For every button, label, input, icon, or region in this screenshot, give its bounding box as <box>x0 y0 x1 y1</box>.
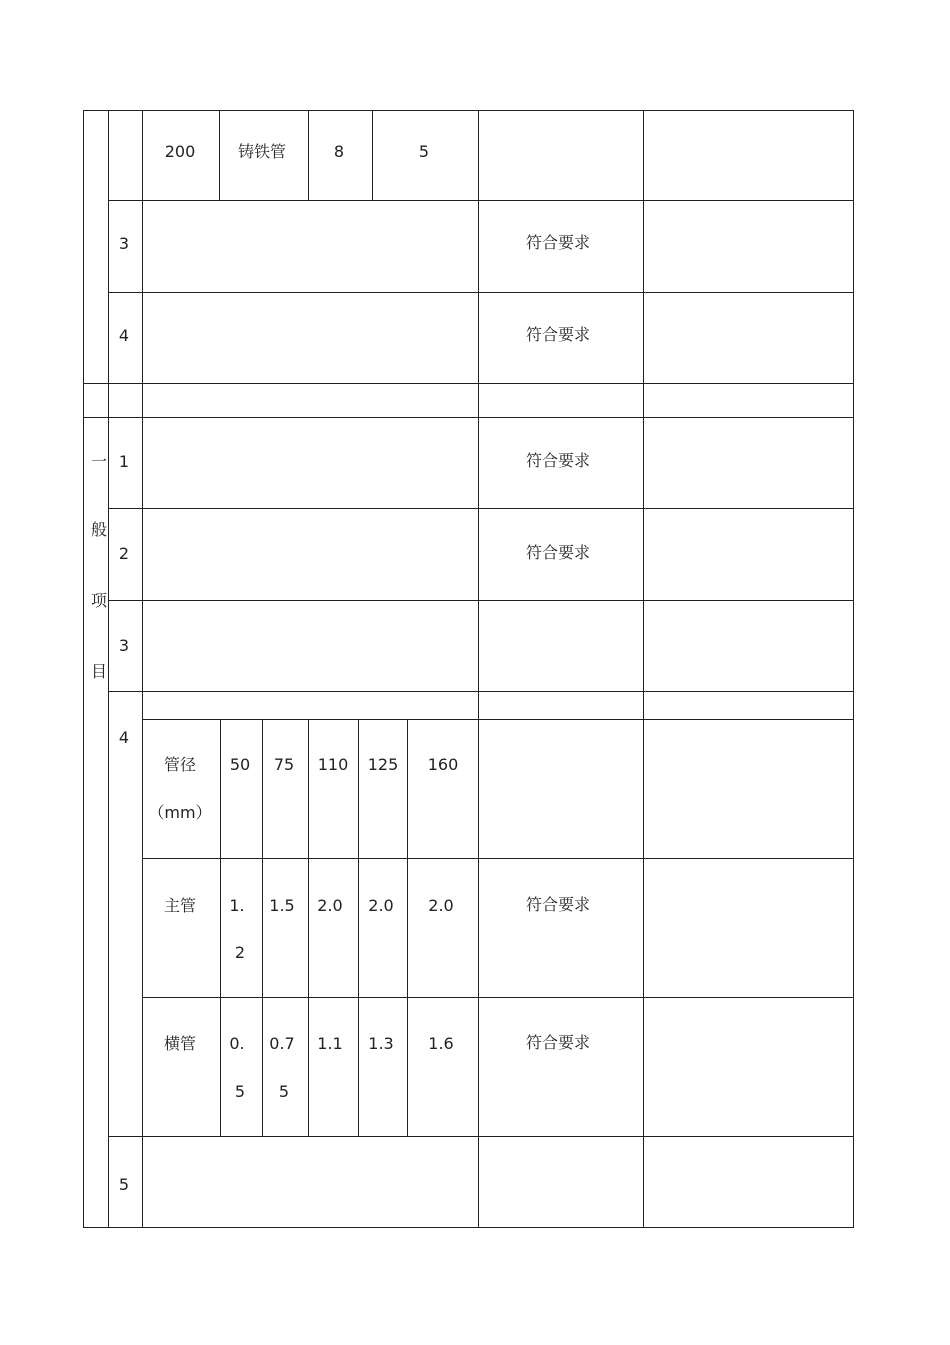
grid-line <box>142 858 854 859</box>
diameter-value: 50 <box>229 755 251 774</box>
grid-line <box>308 719 309 1136</box>
grid-line <box>142 719 854 720</box>
pipe-diameter: 200 <box>164 142 196 161</box>
grid-line <box>358 719 359 1136</box>
row-number: 4 <box>118 326 130 345</box>
grid-line <box>108 691 854 692</box>
grid-line <box>108 292 854 293</box>
grid-line <box>262 719 263 1136</box>
grid-line <box>308 110 309 200</box>
grid-line <box>108 200 854 201</box>
row-number: 3 <box>118 636 130 655</box>
branch-pipe-value: 0. <box>229 1034 245 1053</box>
table-border <box>853 110 854 1228</box>
main-pipe-value: 2.0 <box>428 896 454 915</box>
main-pipe-value: 2.0 <box>368 896 394 915</box>
diameter-unit: （mm） <box>148 803 212 822</box>
row-number: 5 <box>118 1175 130 1194</box>
branch-pipe-value: 0.7 <box>269 1034 295 1053</box>
pipe-value-b: 5 <box>418 142 430 161</box>
branch-pipe-result: 符合要求 <box>525 1033 591 1052</box>
diameter-header: 管径 <box>163 755 197 774</box>
diameter-value: 75 <box>273 755 295 774</box>
branch-pipe-value: 5 <box>234 1082 246 1101</box>
table-border <box>83 110 84 1228</box>
grid-line <box>142 110 143 1228</box>
grid-line <box>108 110 109 1228</box>
grid-line <box>407 719 408 1136</box>
section-label-char: 般 <box>90 520 108 539</box>
main-pipe-value: 2.0 <box>317 896 343 915</box>
main-pipe-label: 主管 <box>163 896 197 915</box>
grid-line <box>478 110 479 1228</box>
branch-pipe-label: 横管 <box>163 1034 197 1053</box>
row-number: 4 <box>118 728 130 747</box>
grid-line <box>142 997 854 998</box>
table-border <box>83 110 854 111</box>
main-pipe-value: 1.5 <box>269 896 295 915</box>
main-pipe-result: 符合要求 <box>525 895 591 914</box>
pipe-value-a: 8 <box>333 142 345 161</box>
branch-pipe-value: 1.1 <box>317 1034 343 1053</box>
branch-pipe-value: 5 <box>278 1082 290 1101</box>
row-number: 3 <box>118 234 130 253</box>
grid-line <box>108 508 854 509</box>
row-number: 2 <box>118 544 130 563</box>
diameter-value: 110 <box>317 755 349 774</box>
grid-line <box>83 383 854 384</box>
row-number: 1 <box>118 452 130 471</box>
pipe-material: 铸铁管 <box>237 142 287 161</box>
section-label-char: 目 <box>90 662 108 681</box>
grid-line <box>83 417 854 418</box>
diameter-value: 125 <box>367 755 399 774</box>
branch-pipe-value: 1.6 <box>428 1034 454 1053</box>
section-label-char: 一 <box>90 452 108 471</box>
row-result: 符合要求 <box>525 325 591 344</box>
row-result: 符合要求 <box>525 233 591 252</box>
main-pipe-value: 2 <box>234 943 246 962</box>
main-pipe-value: 1. <box>229 896 245 915</box>
grid-line <box>219 110 220 200</box>
branch-pipe-value: 1.3 <box>368 1034 394 1053</box>
table-border <box>83 1227 854 1228</box>
row-result: 符合要求 <box>525 451 591 470</box>
diameter-value: 160 <box>427 755 459 774</box>
grid-line <box>643 110 644 1228</box>
grid-line <box>372 110 373 200</box>
row-result: 符合要求 <box>525 543 591 562</box>
grid-line <box>108 1136 854 1137</box>
grid-line <box>220 719 221 1136</box>
grid-line <box>108 600 854 601</box>
section-label-char: 项 <box>90 591 108 610</box>
